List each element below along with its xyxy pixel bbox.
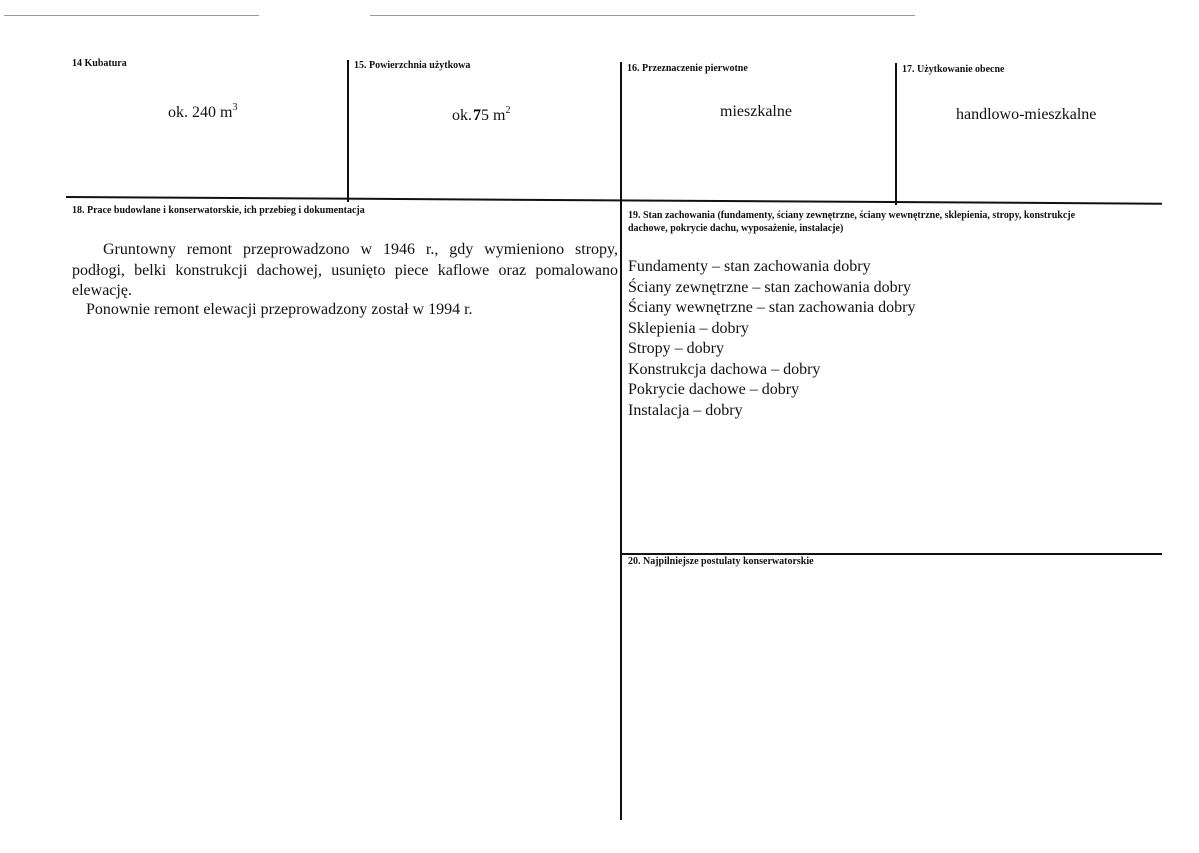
scan-edge-line-right (370, 15, 915, 16)
kubatura-label: 14 Kubatura (72, 58, 127, 69)
stan-list (628, 257, 915, 421)
prace-paragraph-2: Ponownie remont elewacji przeprowadzony został w 1994 r. (86, 301, 473, 318)
kubatura-value (168, 104, 237, 122)
divider-vertical-2 (620, 62, 622, 820)
divider-vertical-1 (347, 60, 349, 202)
kubatura-unit-superscript: 3 (232, 102, 238, 113)
stan-item-sklepienia: Sklepienia – dobry (628, 319, 749, 337)
stan-label-line1: 19. Stan zachowania (fundamenty, ściany zewnętrzne, ściany wewnętrzne, sklepienia, stropy, konstrukcje (628, 210, 1076, 221)
powierzchnia-value-handwritten-digit: 7 (473, 107, 481, 124)
kubatura-value-text: ok. 240 m (168, 104, 233, 121)
powierzchnia-value (452, 107, 510, 125)
stan-item-sciany-zewnetrzne: Ściany zewnętrzne – stan zachowania dobry (628, 278, 911, 296)
divider-horizontal-row1 (66, 196, 1162, 205)
stan-item-sciany-wewnetrzne: Ściany wewnętrzne – stan zachowania dobry (628, 299, 916, 316)
divider-horizontal-postulaty (622, 553, 1162, 555)
scan-edge-line-left (4, 15, 259, 16)
stan-item-konstrukcja-dachowa: Konstrukcja dachowa – dobry (628, 360, 821, 378)
prace-paragraph-1: Gruntowny remont przeprowadzono w 1946 r., gdy wymieniono stropy, podłogi, belki konstrukcji dachowej, usunięto piece kaflowe oraz pomalowano elewację. (72, 241, 618, 299)
stan-item-instalacja: Instalacja – dobry (628, 401, 743, 419)
postulaty-label: 20. Najpilniejsze postulaty konserwatorskie (628, 556, 814, 567)
uzytkowanie-label: 17. Użytkowanie obecne (902, 64, 1005, 75)
powierzchnia-value-prefix: ok. (452, 107, 472, 124)
stan-item-fundamenty: Fundamenty – stan zachowania dobry (628, 258, 871, 275)
divider-vertical-3 (895, 63, 897, 205)
powierzchnia-unit-superscript: 2 (505, 105, 511, 116)
uzytkowanie-value: handlowo-mieszkalne (956, 106, 1097, 123)
prace-label: 18. Prace budowlane i konserwatorskie, ich przebieg i dokumentacja (72, 205, 365, 216)
stan-item-pokrycie-dachowe: Pokrycie dachowe – dobry (628, 381, 800, 398)
stan-item-stropy: Stropy – dobry (628, 340, 724, 357)
powierzchnia-label: 15. Powierzchnia użytkowa (354, 60, 471, 71)
przeznaczenie-label: 16. Przeznaczenie pierwotne (627, 63, 748, 74)
powierzchnia-value-rest: 5 m (481, 107, 506, 124)
przeznaczenie-value: mieszkalne (720, 103, 792, 120)
stan-label-line2: dachowe, pokrycie dachu, wyposażenie, instalacje) (628, 223, 844, 234)
